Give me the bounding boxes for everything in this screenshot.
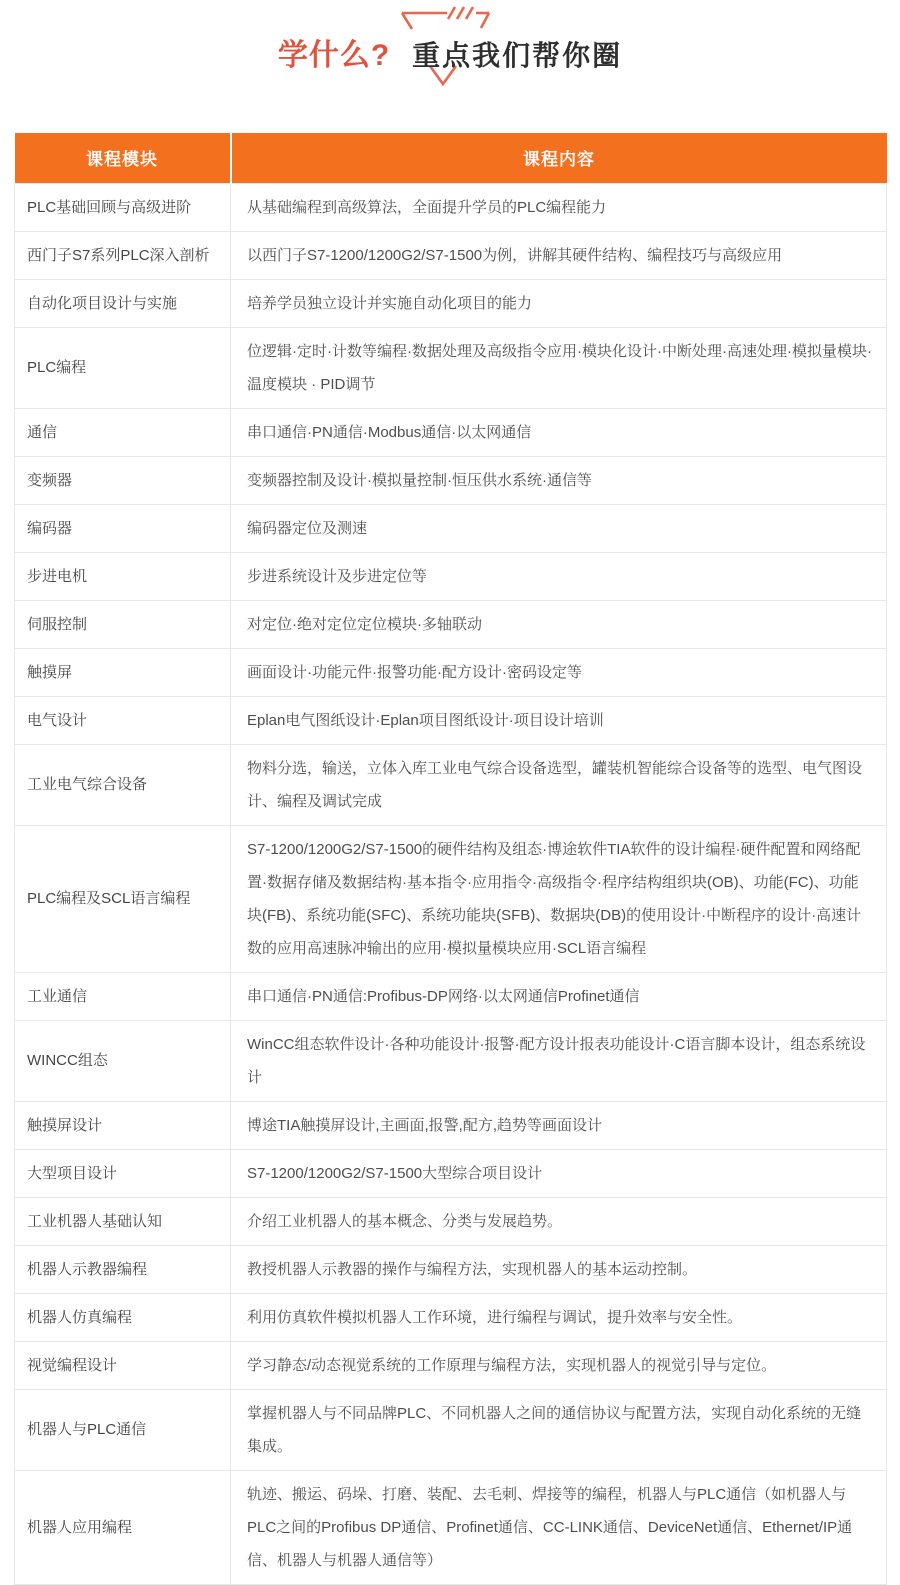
course-content-cell: WinCC组态软件设计·各种功能设计·报警·配方设计报表功能设计·C语言脚本设计，组态系统设计 [231, 1020, 887, 1101]
course-content-cell: 学习静态/动态视觉系统的工作原理与编程方法，实现机器人的视觉引导与定位。 [231, 1341, 887, 1389]
course-module-cell: 通信 [15, 408, 231, 456]
table-row [15, 1101, 887, 1149]
table-row [15, 279, 887, 327]
table-row [15, 408, 887, 456]
course-content-cell: 培养学员独立设计并实施自动化项目的能力 [231, 279, 887, 327]
course-module-cell: WINCC组态 [15, 1020, 231, 1101]
course-module-cell: 自动化项目设计与实施 [15, 279, 231, 327]
table-row [15, 600, 887, 648]
course-module-cell: PLC编程 [15, 327, 231, 408]
course-content-cell: 编码器定位及测速 [231, 504, 887, 552]
course-module-cell: 工业通信 [15, 972, 231, 1020]
course-module-cell: 西门子S7系列PLC深入剖析 [15, 231, 231, 279]
table-row [15, 744, 887, 825]
table-row [15, 1341, 887, 1389]
course-content-cell: 利用仿真软件模拟机器人工作环境，进行编程与调试，提升效率与安全性。 [231, 1293, 887, 1341]
title-highlight: 学什么? [277, 39, 391, 72]
course-content-cell: 位逻辑·定时·计数等编程·数据处理及高级指令应用·模块化设计·中断处理·高速处理·模拟量模块·温度模块 · PID调节 [231, 327, 887, 408]
course-module-cell: 步进电机 [15, 552, 231, 600]
course-module-cell: 机器人仿真编程 [15, 1293, 231, 1341]
course-module-cell: PLC基础回顾与高级进阶 [15, 183, 231, 231]
table-row [15, 1020, 887, 1101]
course-module-cell: 工业电气综合设备 [15, 744, 231, 825]
table-row [15, 972, 887, 1020]
course-table-body [15, 183, 887, 1584]
table-row [15, 696, 887, 744]
table-row [15, 504, 887, 552]
table-row [15, 1389, 887, 1470]
table-row [15, 825, 887, 972]
course-content-cell: 掌握机器人与不同品牌PLC、不同机器人之间的通信协议与配置方法，实现自动化系统的无缝集成。 [231, 1389, 887, 1470]
course-module-cell: 编码器 [15, 504, 231, 552]
page-header [0, 0, 900, 133]
course-content-cell: 轨迹、搬运、码垛、打磨、装配、去毛刺、焊接等的编程，机器人与PLC通信（如机器人与PLC之间的Profibus DP通信、Profinet通信、CC-LINK通信、DeviceNet通信、Ethernet/IP通信、机器人与机器人通信等） [231, 1470, 887, 1584]
course-module-cell: PLC编程及SCL语言编程 [15, 825, 231, 972]
course-module-cell: 机器人与PLC通信 [15, 1389, 231, 1470]
course-content-cell: 物料分选，输送，立体入库工业电气综合设备选型，罐装机智能综合设备等的选型、电气图设计、编程及调试完成 [231, 744, 887, 825]
column-header-module: 课程模块 [15, 133, 231, 183]
course-module-cell: 变频器 [15, 456, 231, 504]
course-content-cell: 从基础编程到高级算法，全面提升学员的PLC编程能力 [231, 183, 887, 231]
course-module-cell: 触摸屏设计 [15, 1101, 231, 1149]
course-content-cell: 变频器控制及设计·模拟量控制·恒压供水系统·通信等 [231, 456, 887, 504]
table-row [15, 183, 887, 231]
table-row [15, 1149, 887, 1197]
course-module-cell: 伺服控制 [15, 600, 231, 648]
course-content-cell: 对定位·绝对定位定位模块·多轴联动 [231, 600, 887, 648]
course-module-cell: 机器人示教器编程 [15, 1245, 231, 1293]
table-row [15, 231, 887, 279]
table-row [15, 456, 887, 504]
table-row [15, 552, 887, 600]
course-module-cell: 电气设计 [15, 696, 231, 744]
course-content-cell: S7-1200/1200G2/S7-1500的硬件结构及组态·博途软件TIA软件的设计编程·硬件配置和网络配置·数据存储及数据结构·基本指令·应用指令·高级指令·程序结构组织块(OB)、功能(FC)、功能块(FB)、系统功能(SFC)、系统功能块(SFB)、数据块(DB)的使用设计·中断程序的设计·高速计数的应用高速脉冲输出的应用·模拟量模块应用·SCL语言编程 [231, 825, 887, 972]
course-content-cell: 博途TIA触摸屏设计,主画面,报警,配方,趋势等画面设计 [231, 1101, 887, 1149]
table-row [15, 1245, 887, 1293]
course-content-cell: 串口通信·PN通信:Profibus-DP网络·以太网通信Profinet通信 [231, 972, 887, 1020]
course-content-cell: 串口通信·PN通信·Modbus通信·以太网通信 [231, 408, 887, 456]
course-module-cell: 大型项目设计 [15, 1149, 231, 1197]
course-module-cell: 视觉编程设计 [15, 1341, 231, 1389]
course-content-cell: S7-1200/1200G2/S7-1500大型综合项目设计 [231, 1149, 887, 1197]
course-content-cell: 以西门子S7-1200/1200G2/S7-1500为例，讲解其硬件结构、编程技巧与高级应用 [231, 231, 887, 279]
page-title [0, 0, 900, 74]
course-content-cell: Eplan电气图纸设计·Eplan项目图纸设计·项目设计培训 [231, 696, 887, 744]
course-content-cell: 教授机器人示教器的操作与编程方法，实现机器人的基本运动控制。 [231, 1245, 887, 1293]
table-row [15, 327, 887, 408]
table-row [15, 648, 887, 696]
course-table-header [15, 133, 887, 183]
course-module-cell: 触摸屏 [15, 648, 231, 696]
title-main: 重点我们帮你圈 [412, 40, 623, 71]
course-table [14, 133, 887, 1585]
course-content-cell: 画面设计·功能元件·报警功能·配方设计·密码设定等 [231, 648, 887, 696]
table-row [15, 1470, 887, 1584]
course-module-cell: 工业机器人基础认知 [15, 1197, 231, 1245]
course-module-cell: 机器人应用编程 [15, 1470, 231, 1584]
course-content-cell: 介绍工业机器人的基本概念、分类与发展趋势。 [231, 1197, 887, 1245]
course-content-cell: 步进系统设计及步进定位等 [231, 552, 887, 600]
column-header-content: 课程内容 [231, 133, 887, 183]
table-row [15, 1293, 887, 1341]
table-row [15, 1197, 887, 1245]
